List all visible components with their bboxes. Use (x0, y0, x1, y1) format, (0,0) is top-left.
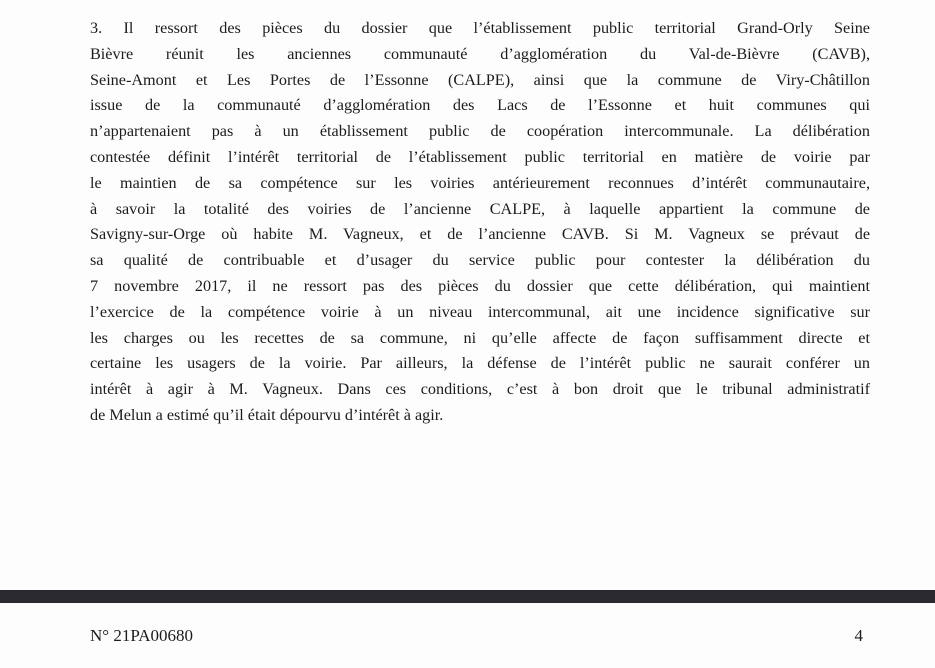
paragraph-line: issue de la communauté d’agglomération des Lacs de l’Essonne et huit communes qui (90, 96, 870, 115)
paragraph-line: de Melun a estimé qu’il était dépourvu d’intérêt à agir. (90, 405, 444, 424)
case-number: N° 21PA00680 (90, 626, 193, 645)
paragraph-line: Savigny-sur-Orge où habite M. Vagneux, et de l’ancienne CAVB. Si M. Vagneux se prévaut de (90, 225, 870, 244)
paragraph-line: contestée définit l’intérêt territorial de l’établissement public territorial en matière de voirie par (90, 147, 870, 166)
paragraph-line: Bièvre réunit les anciennes communauté d’agglomération du Val-de-Bièvre (CAVB), (90, 44, 870, 63)
paragraph-line: les charges ou les recettes de sa commune, ni qu’elle affecte de façon suffisamment directe et (90, 328, 870, 347)
paragraph-line: intérêt à agir à M. Vagneux. Dans ces conditions, c’est à bon droit que le tribunal administratif (90, 380, 870, 399)
paragraph-line: à savoir la totalité des voiries de l’ancienne CALPE, à laquelle appartient la commune de (90, 199, 870, 218)
paragraph-line: le maintien de sa compétence sur les voiries antérieurement reconnues d’intérêt communautaire, (90, 173, 870, 192)
page-footer (90, 626, 863, 646)
paragraph-line: 3. Il ressort des pièces du dossier que l’établissement public territorial Grand-Orly Seine (90, 19, 870, 37)
paragraph-line: Seine-Amont et Les Portes de l’Essonne (CALPE), ainsi que la commune de Viry-Châtillon (90, 70, 870, 89)
paragraph-line: l’exercice de la compétence voirie à un niveau intercommunal, ait une incidence significative sur (90, 302, 870, 321)
paragraph-line: n’appartenaient pas à un établissement public de coopération intercommunale. La délibération (90, 122, 870, 141)
footer-separator-bar (0, 590, 935, 603)
decision-paragraph-3 (90, 16, 870, 429)
paragraph-line: 7 novembre 2017, il ne ressort pas des pièces du dossier que cette délibération, qui maintient (90, 276, 870, 295)
page-number: 4 (854, 626, 863, 645)
paragraph-line: certaine les usagers de la voirie. Par ailleurs, la défense de l’intérêt public ne saurait conférer un (90, 354, 870, 373)
paragraph-line: sa qualité de contribuable et d’usager du service public pour contester la délibération du (90, 251, 870, 270)
